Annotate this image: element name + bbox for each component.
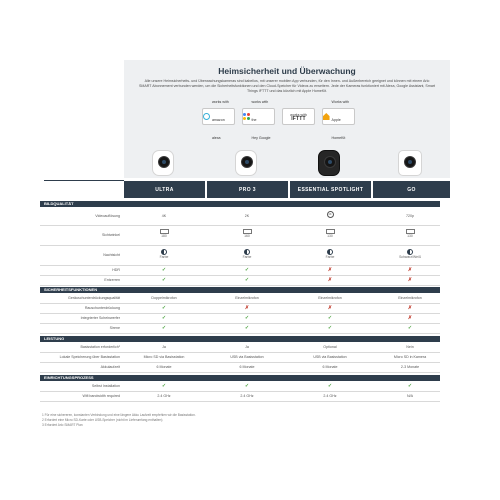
- essential-spotlight-camera-image: [318, 150, 340, 176]
- check-icon: ✓: [407, 325, 413, 331]
- table-row: [40, 208, 440, 226]
- check-icon: ✓: [244, 315, 250, 321]
- check-icon: ✓: [244, 325, 250, 331]
- pro3-camera-image: [235, 150, 257, 176]
- table-row: [40, 304, 440, 314]
- check-icon: ✓: [244, 383, 250, 389]
- check-icon: ✓: [244, 277, 250, 283]
- section-header-image-quality: BILDQUALITÄT: [40, 201, 440, 207]
- table-cell: USB via Basisstation: [313, 355, 347, 359]
- column-header-ultra: ULTRA: [124, 181, 205, 198]
- row-label: Integrierter Scheinwerfer: [80, 316, 120, 320]
- alexa-line2: amazon alexa: [211, 117, 225, 140]
- cross-icon: ✗: [327, 305, 333, 311]
- table-cell: 6 Monate: [156, 365, 172, 369]
- table-row: [40, 343, 440, 353]
- row-label: Wifi bandwidth required: [82, 394, 120, 398]
- row-label: Basisstation erforderlich¹: [80, 345, 120, 349]
- table-cell: Farbe: [207, 249, 287, 259]
- cross-icon: ✗: [327, 277, 333, 283]
- cross-icon: ✗: [407, 305, 413, 311]
- table-cell: Schwarz/Weiß: [370, 249, 450, 259]
- page-title: Heimsicherheit und Überwachung: [218, 66, 356, 76]
- alexa-badge: [202, 99, 235, 140]
- column-header-essential-spotlight: ESSENTIAL SPOTLIGHT: [290, 181, 371, 198]
- section-header-security-features: SICHERHEITSFUNKTIONEN: [40, 287, 440, 293]
- ifttt-icon: IFTTT: [291, 115, 306, 122]
- check-icon: ✓: [161, 277, 167, 283]
- table-cell: Einzelmikrofon: [235, 296, 259, 300]
- alexa-line1: works with: [211, 99, 229, 104]
- cross-icon: ✗: [407, 267, 413, 273]
- table-cell: 6 Monate: [239, 365, 255, 369]
- homekit-line2: Apple HomeKit: [331, 117, 346, 140]
- row-label: Sirene: [109, 326, 120, 330]
- resolution-4k-icon: 4K: [328, 213, 332, 216]
- footnote: 2 Erfordert eine Micro SD-Karte oder USB-Speicher (nicht im Lieferumfang enthalten): [42, 418, 163, 422]
- cross-icon: ✗: [244, 305, 250, 311]
- row-label: Selbst Installation: [91, 384, 120, 388]
- table-cell: Ja: [162, 345, 166, 349]
- table-cell: 130: [290, 229, 370, 238]
- table-cell: Einzelmikrofon: [398, 296, 422, 300]
- google-line1: works with the: [251, 99, 269, 122]
- homekit-badge: [322, 99, 355, 140]
- table-cell: Ja: [245, 345, 249, 349]
- table-cell: Farbe: [290, 249, 370, 259]
- check-icon: ✓: [327, 315, 333, 321]
- table-row: [40, 246, 440, 266]
- table-cell: USB via Basisstation: [230, 355, 264, 359]
- ifttt-line1: works with: [290, 112, 307, 117]
- intro-text: Alle unsere Heimsicherheits- und Überwachungskameras sind kabellos, mit unserer mobilen App verbunden, für den Innen- und Außenbereich geeignet und können mit einem Arlo SMART Abonnement verbunden werden, um die Sicherheitsfunktionen und den Cloud-Speicher für Videos zu erweitern. Jede der Kameras funktioniert mit Alexa, Google Assistant, Smart Things IFTTT und das kürzlich mit Apple HomeKit.: [138, 79, 436, 94]
- go-camera-image: [398, 150, 422, 176]
- table-row: [40, 276, 440, 286]
- google-line2: Hey Google: [251, 135, 271, 140]
- ultra-camera-image: [152, 150, 174, 176]
- row-label: Videoauflösung: [95, 214, 120, 218]
- table-cell: 6 Monate: [322, 365, 338, 369]
- row-label: HDR: [112, 268, 120, 272]
- homekit-house-icon: [323, 113, 330, 120]
- table-cell: 130: [370, 229, 450, 238]
- table-row: [40, 314, 440, 324]
- table-row: [40, 324, 440, 334]
- cross-icon: ✗: [407, 315, 413, 321]
- cross-icon: ✗: [327, 267, 333, 273]
- column-header-pro3: PRO 3: [207, 181, 288, 198]
- table-cell: 160: [207, 229, 287, 238]
- table-cell: 2-3 Monate: [400, 365, 420, 369]
- cross-icon: ✗: [407, 277, 413, 283]
- check-icon: ✓: [161, 305, 167, 311]
- table-cell: 2.4 GHz: [157, 394, 171, 398]
- row-label: Akkulaufzeit: [100, 365, 120, 369]
- section-header-setup-process: EINRICHTUNGSPROZESS: [40, 375, 440, 381]
- section-header-performance: LEISTUNG: [40, 336, 440, 342]
- divider: [44, 180, 124, 181]
- row-label: Nachtsicht: [103, 253, 120, 257]
- table-cell: 180: [124, 229, 204, 238]
- alexa-ring-icon: [203, 113, 210, 120]
- table-row: [40, 294, 440, 304]
- check-icon: ✓: [407, 383, 413, 389]
- check-icon: ✓: [161, 267, 167, 273]
- table-cell: 4K: [161, 214, 167, 218]
- row-label: Geräuschunterdrückungsqualität: [68, 296, 120, 300]
- table-cell: 720p: [406, 214, 414, 218]
- check-icon: ✓: [161, 383, 167, 389]
- table-row: [40, 266, 440, 276]
- table-cell: Optional: [323, 345, 337, 349]
- table-cell: Micro SD via Basisstation: [143, 355, 185, 359]
- table-cell: 2.4 GHz: [240, 394, 254, 398]
- table-row: [40, 353, 440, 363]
- footnote: 1 Für eine sichereren, konstanten Verbindung und eine längere Akku Laufzeit empfehlen wir die Basisstation.: [42, 413, 196, 417]
- table-cell: 2K: [244, 214, 250, 218]
- column-header-go: GO: [373, 181, 450, 198]
- row-label: Lokale Speicherung über Basisstation: [59, 355, 120, 359]
- row-label: Sichtwinkel: [102, 233, 120, 237]
- homekit-line1: Works with: [331, 99, 350, 104]
- table-cell: Nein: [406, 345, 414, 349]
- table-cell: Micro SD in Kamera: [393, 355, 427, 359]
- row-label: Entzerren: [104, 278, 120, 282]
- google-badge: [242, 99, 275, 140]
- ifttt-badge: [282, 108, 315, 125]
- check-icon: ✓: [327, 325, 333, 331]
- table-cell: Einzelmikrofon: [318, 296, 342, 300]
- table-cell: N/A: [407, 394, 413, 398]
- check-icon: ✓: [244, 267, 250, 273]
- compatibility-logos: [202, 99, 355, 140]
- table-cell: Doppelmikrofon: [151, 296, 177, 300]
- footnote: 3 Erfordert Arlo SMART Plan: [42, 423, 83, 427]
- table-row: [40, 363, 440, 373]
- table-cell: Farbe: [124, 249, 204, 259]
- table-row: [40, 382, 440, 392]
- check-icon: ✓: [161, 315, 167, 321]
- check-icon: ✓: [327, 383, 333, 389]
- check-icon: ✓: [161, 325, 167, 331]
- table-row: [40, 392, 440, 402]
- google-dots-icon: [243, 113, 250, 120]
- row-label: Rauschunterdrückung: [84, 306, 120, 310]
- table-cell: 2.4 GHz: [323, 394, 337, 398]
- table-cell: [290, 211, 370, 218]
- table-row: [40, 226, 440, 246]
